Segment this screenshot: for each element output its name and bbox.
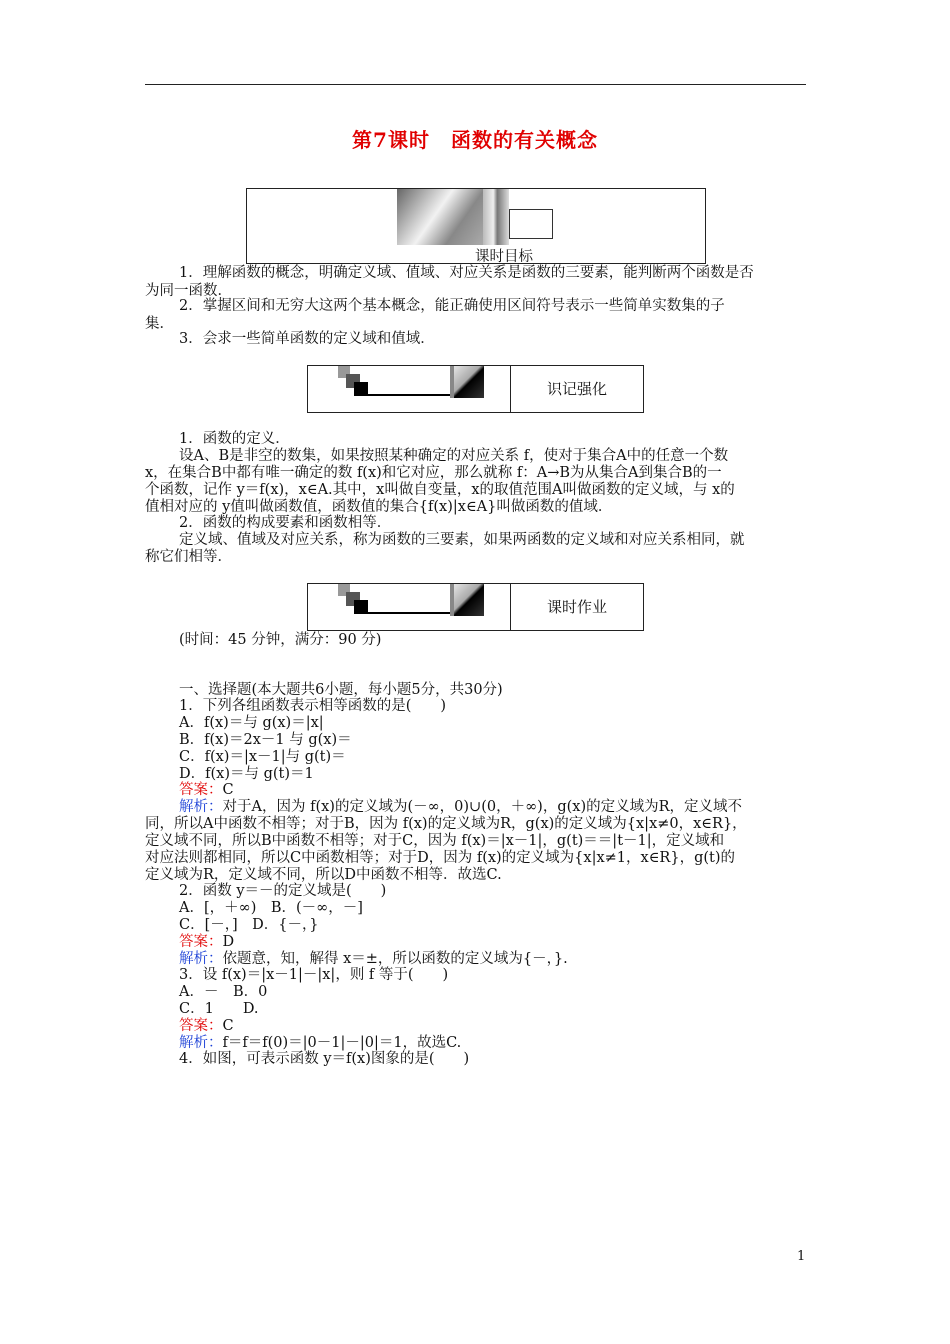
goal-line: 2．掌握区间和无穷大这两个基本概念，能正确使用区间符号表示一些简单实数集的子 (179, 298, 725, 314)
homework-line: 对应法则都相同，所以C中函数相等；对于D，因为 f(x)的定义域为{x|x≠1，x∈R}，g(t)的 (145, 850, 736, 866)
homework-line: 定义域为R，定义域不同，所以D中函数不相等．故选C. (145, 867, 502, 883)
memory-line: 1．函数的定义． (179, 431, 290, 447)
homework-line: B．f(x)＝2x－1 与 g(x)＝ (179, 732, 352, 748)
analysis-line: 解析：依题意，知，解得 x＝±，所以函数的定义域为{－，}. (179, 951, 568, 967)
banner-corner-graphic (450, 366, 484, 398)
homework-banner (307, 583, 644, 631)
goals-banner (246, 188, 706, 264)
banner-frame (509, 209, 553, 239)
goal-line: 1．理解函数的概念，明确定义域、值域、对应关系是函数的三要素，能判断两个函数是否 (179, 265, 754, 281)
memory-line: x，在集合B中都有唯一确定的数 f(x)和它对应，那么就称 f：A→B为从集合A到集合B的一 (145, 465, 722, 481)
memory-label: 识记强化 (546, 380, 607, 398)
homework-line: 3．设 f(x)＝|x－1|－|x|，则 f 等于( ) (179, 967, 449, 983)
answer-line: 答案：C (179, 1018, 234, 1034)
homework-line: 一、选择题(本大题共6小题，每小题5分，共30分) (179, 682, 503, 698)
memory-line: 个函数，记作 y＝f(x)，x∈A.其中，x叫做自变量，x的取值范围A叫做函数的定义域，与 x的 (145, 482, 735, 498)
homework-line: C．1 D. (179, 1001, 259, 1017)
answer-line: 答案：C (179, 782, 234, 798)
goal-line: 3．会求一些简单函数的定义域和值域． (179, 331, 435, 347)
banner-strip (483, 189, 509, 245)
goals-label: 课时目标 (475, 249, 533, 265)
goal-line: 集． (145, 316, 174, 332)
analysis-line: 解析：对于A，因为 f(x)的定义域为(－∞，0)∪(0，＋∞)，g(x)的定义域为R，定义域不 (179, 799, 743, 815)
banner-graphic (397, 189, 483, 245)
memory-line: 称它们相等． (145, 549, 232, 565)
banner-corner-graphic (450, 584, 484, 616)
page-number: 1 (797, 1249, 806, 1264)
time-note: (时间：45 分钟，满分：90 分) (179, 632, 382, 648)
homework-line: 1．下列各组函数表示相等函数的是( ) (179, 698, 447, 714)
goal-line: 为同一函数． (145, 283, 232, 299)
answer-line: 答案：D (179, 934, 235, 950)
homework-line: C．f(x)＝|x－1|与 g(t)＝ (179, 749, 346, 765)
homework-label: 课时作业 (546, 598, 607, 616)
banner-strip (450, 366, 454, 398)
page-title: 第7课时 函数的有关概念 (352, 128, 598, 152)
homework-line: A．－ B．0 (179, 984, 268, 1000)
homework-line: A．f(x)＝与 g(x)＝|x| (179, 715, 324, 731)
homework-line: C．[－，] D．{－，} (179, 917, 319, 933)
memory-line: 定义域、值域及对应关系，称为函数的三要素，如果两函数的定义域和对应关系相同，就 (179, 532, 745, 548)
homework-line: 同，所以A中函数不相等；对于B，因为 f(x)的定义域为R，g(x)的定义域为{x|x≠0，x∈R}， (145, 816, 747, 832)
memory-line: 设A、B是非空的数集，如果按照某种确定的对应关系 f，使对于集合A中的任意一个数 (179, 448, 729, 464)
homework-line: 4．如图，可表示函数 y＝f(x)图象的是( ) (179, 1051, 470, 1067)
header-rule (145, 84, 806, 85)
banner-bar (366, 394, 450, 396)
memory-banner (307, 365, 644, 413)
banner-strip (450, 584, 454, 616)
homework-line: D．f(x)＝与 g(t)＝1 (179, 766, 314, 782)
banner-bar (366, 612, 450, 614)
analysis-line: 解析：f＝f＝f(0)＝|0－1|－|0|＝1，故选C. (179, 1035, 462, 1051)
homework-line: 2．函数 y＝－的定义域是( ) (179, 883, 387, 899)
homework-line: 定义域不同，所以B中函数不相等；对于C，因为 f(x)＝|x－1|，g(t)＝＝|t－1|，定义域和 (145, 833, 725, 849)
memory-line: 2．函数的构成要素和函数相等． (179, 515, 392, 531)
homework-line: A．[，＋∞) B．(－∞，－] (179, 900, 363, 916)
memory-line: 值相对应的 y值叫做函数值，函数值的集合{f(x)|x∈A}叫做函数的值域． (145, 499, 613, 515)
